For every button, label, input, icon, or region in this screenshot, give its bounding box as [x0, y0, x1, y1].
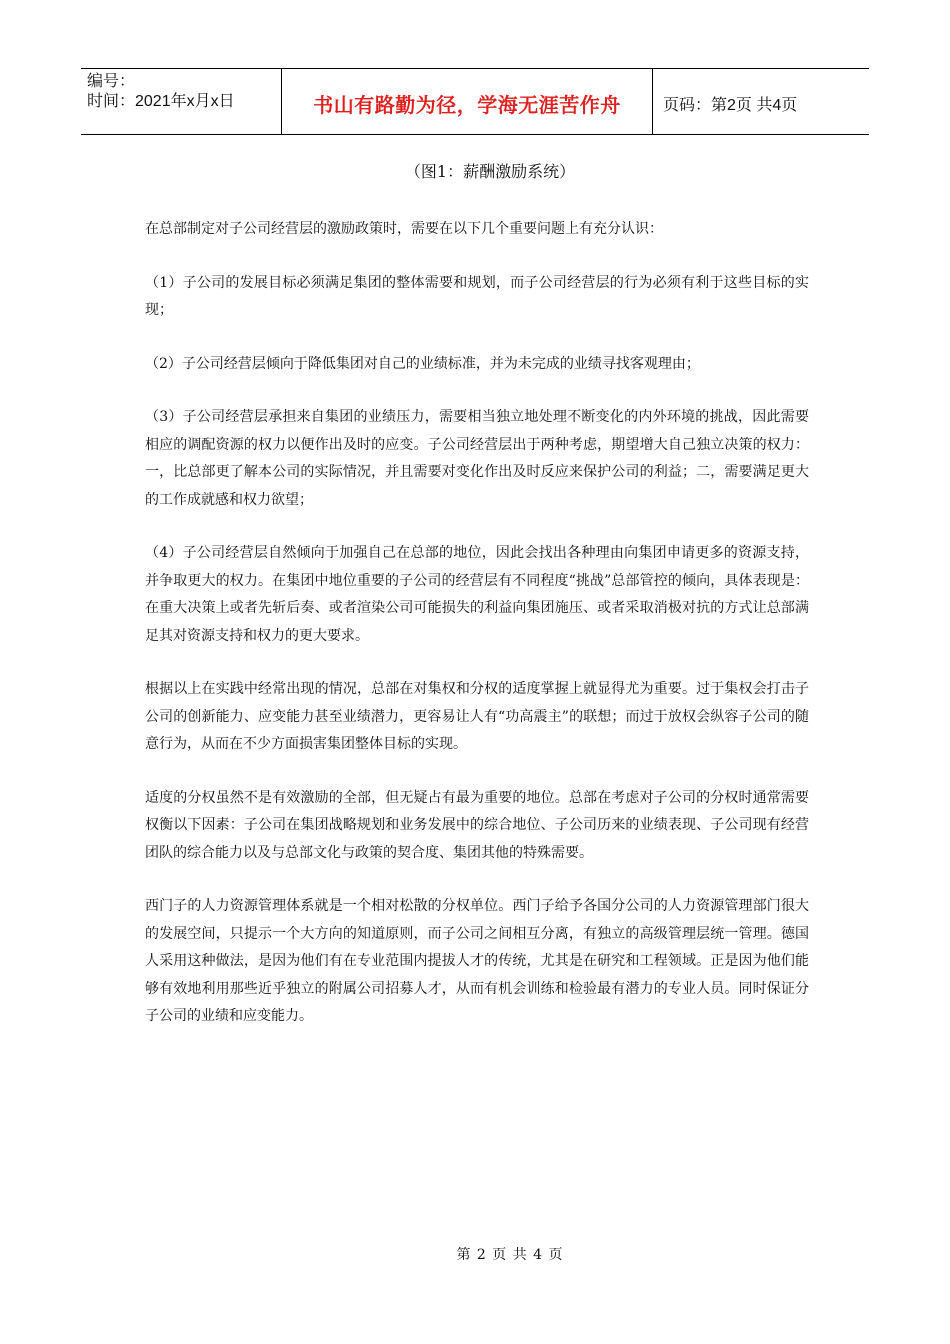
page-footer: 第 2 页 共 4 页 — [456, 1247, 564, 1263]
document-number-label: 编号： — [87, 73, 136, 90]
page-header — [81, 68, 869, 135]
header-motto: 书山有路勤为径，学海无涯苦作舟 — [281, 69, 653, 134]
paragraph-decentralization: 适度的分权虽然不是有效激励的全部，但无疑占有最为重要的地位。总部在考虑对子公司的分权时通常需要权衡以下因素：子公司在集团战略规划和业务发展中的综合地位、子公司历来的业绩表现、子公司现有经营团队的综合能力以及与总部文化与政策的契合度、集团其他的特殊需要。 — [145, 789, 809, 861]
paragraph-centralization: 根据以上在实践中经常出现的情况，总部在对集权和分权的适度掌握上就显得尤为重要。过于集权会打击子公司的创新能力、应变能力甚至业绩潜力，更容易让人有“功高震主”的联想；而过于放权会纵容子公司的随意行为，从而在不少方面损害集团整体目标的实现。 — [145, 681, 809, 752]
paragraph-point-3: （3）子公司经营层承担来自集团的业绩压力，需要相当独立地处理不断变化的内外环境的挑战，因此需要相应的调配资源的权力以便作出及时的应变。子公司经营层出于两种考虑，期望增大自己独立决策的权力：一，比总部更了解本公司的实际情况，并且需要对变化作出及时反应来保护公司的利益；二，需要满足更大的工作成就感和权力欲望； — [145, 409, 809, 508]
header-page-info: 页码：第2页 共4页 — [663, 96, 798, 114]
paragraph-point-4: （4）子公司经营层自然倾向于加强自己在总部的地位，因此会找出各种理由向集团申请更多的资源支持，并争取更大的权力。在集团中地位重要的子公司的经营层有不同程度“挑战”总部管控的倾向，具体表现是：在重大决策上或者先斩后奏、或者渲染公司可能损失的利益向集团施压、或者采取消极对抗的方式让总部满足其对资源支持和权力的更大要求。 — [145, 545, 809, 644]
paragraph-point-2: （2）子公司经营层倾向于降低集团对自己的业绩标准，并为未完成的业绩寻找客观理由； — [145, 355, 700, 372]
document-time-label: 时间：2021年x月x日 — [87, 93, 235, 110]
paragraph-siemens: 西门子的人力资源管理体系就是一个相对松散的分权单位。西门子给予各国分公司的人力资源管理部门很大的发展空间，只提示一个大方向的知道原则，而子公司之间相互分离，有独立的高级管理层统一管理。德国人采用这种做法，是因为他们有在专业范围内提拔人才的传统，尤其是在研究和工程领域。正是因为他们能够有效地利用那些近乎独立的附属公司招募人才，从而有机会训练和检验最有潜力的专业人员。同时保证分子公司的业绩和应变能力。 — [145, 898, 809, 1024]
paragraph-point-1: （1）子公司的发展目标必须满足集团的整体需要和规划，而子公司经营层的行为必须有利于这些目标的实现； — [145, 274, 809, 318]
header-meta — [81, 69, 281, 134]
figure-caption: （图1：薪酬激励系统） — [404, 162, 576, 181]
paragraph-intro: 在总部制定对子公司经营层的激励政策时，需要在以下几个重要问题上有充分认识： — [145, 221, 663, 237]
document-body — [145, 216, 809, 1057]
